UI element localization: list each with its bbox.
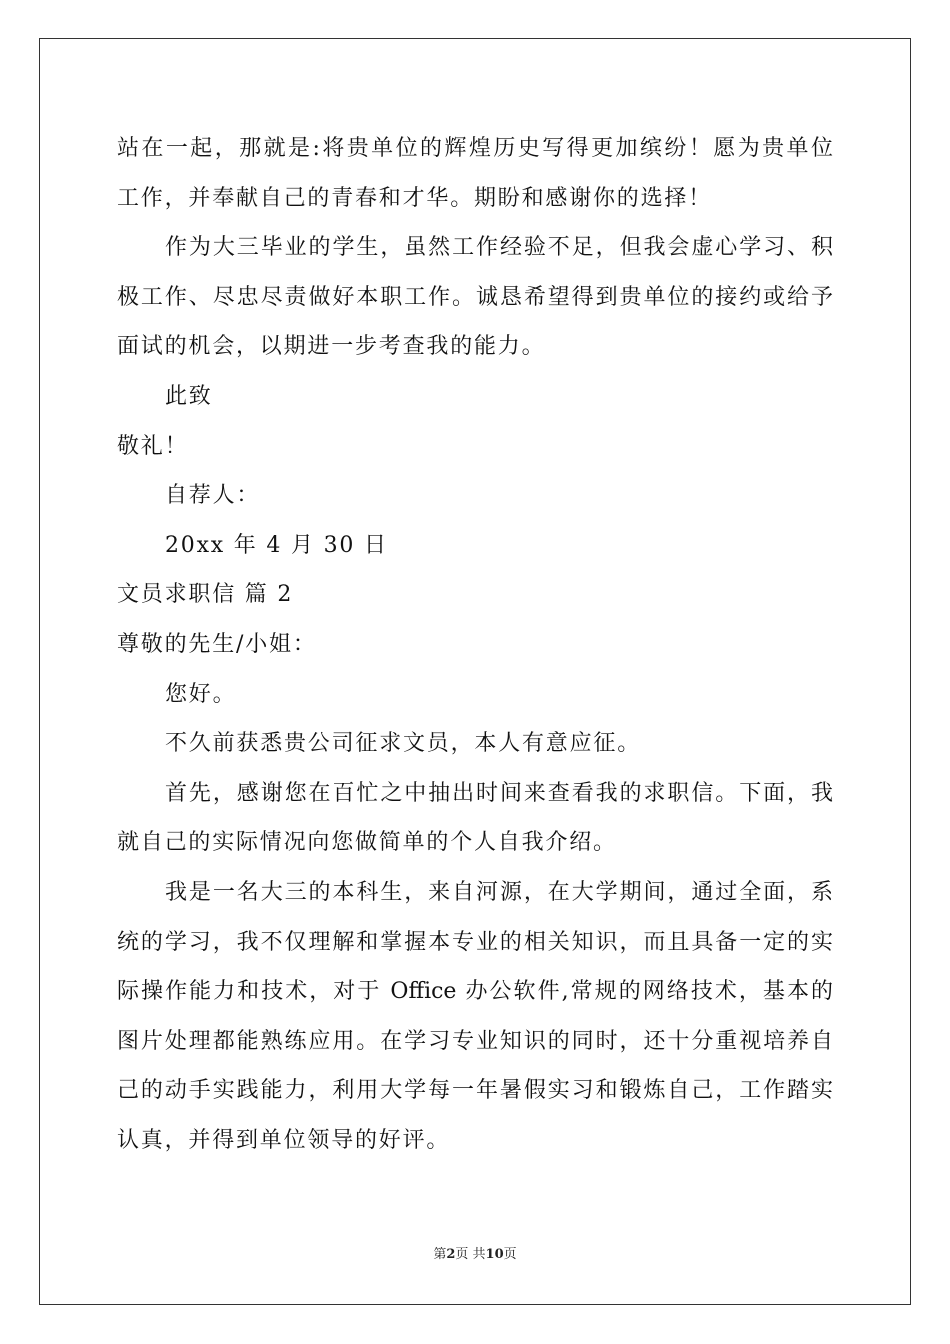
text-line: 认真，并得到单位领导的好评。 — [117, 1127, 451, 1153]
text-line: 己的动手实践能力，利用大学每一年暑假实习和锻炼自己，工作踏实 — [117, 1078, 833, 1104]
text-line: 不久前获悉贵公司征求文员，本人有意应征。 — [165, 731, 642, 757]
footer-total-pages: 10 — [485, 1247, 504, 1262]
text-line: 统的学习，我不仅理解和掌握本专业的相关知识，而且具备一定的实 — [117, 929, 833, 955]
text-line: 文员求职信 篇 2 — [117, 582, 294, 608]
text-line: 自荐人： — [165, 483, 261, 509]
text-line: 图片处理都能熟练应用。在学习专业知识的同时，还十分重视培养自 — [117, 1028, 833, 1054]
text-line: 我是一名大三的本科生，来自河源，在大学期间，通过全面，系 — [165, 879, 833, 905]
text-line: 站在一起，那就是:将贵单位的辉煌历史写得更加缤纷！愿为贵单位 — [117, 136, 833, 161]
text-line: 面试的机会，以期进一步考查我的能力。 — [117, 334, 546, 360]
footer-prefix: 第 — [433, 1247, 447, 1262]
text-line: 此致 — [165, 383, 213, 409]
text-line: 首先，感谢您在百忙之中抽出时间来查看我的求职信。下面，我 — [165, 780, 833, 806]
footer-current-page: 2 — [446, 1247, 456, 1262]
text-line: 您好。 — [165, 681, 237, 707]
letter-body — [117, 124, 833, 1165]
text-line: 20xx 年 4 月 30 日 — [165, 532, 388, 558]
text-line: 就自己的实际情况向您做简单的个人自我介绍。 — [117, 830, 617, 856]
page-footer — [0, 1243, 950, 1262]
text-line: 极工作、尽忠尽责做好本职工作。诚恳希望得到贵单位的接约或给予 — [117, 284, 833, 310]
text-line: 工作，并奉献自己的青春和才华。期盼和感谢你的选择！ — [117, 185, 713, 211]
text-line: 敬礼！ — [117, 433, 189, 459]
text-line: 作为大三毕业的学生，虽然工作经验不足，但我会虚心学习、积 — [165, 235, 833, 261]
footer-middle: 页 共 — [455, 1247, 486, 1262]
text-line: 尊敬的先生/小姐： — [117, 631, 317, 657]
footer-suffix: 页 — [503, 1247, 517, 1262]
text-line: 际操作能力和技术，对于 Office 办公软件,常规的网络技术，基本的 — [117, 979, 833, 1005]
